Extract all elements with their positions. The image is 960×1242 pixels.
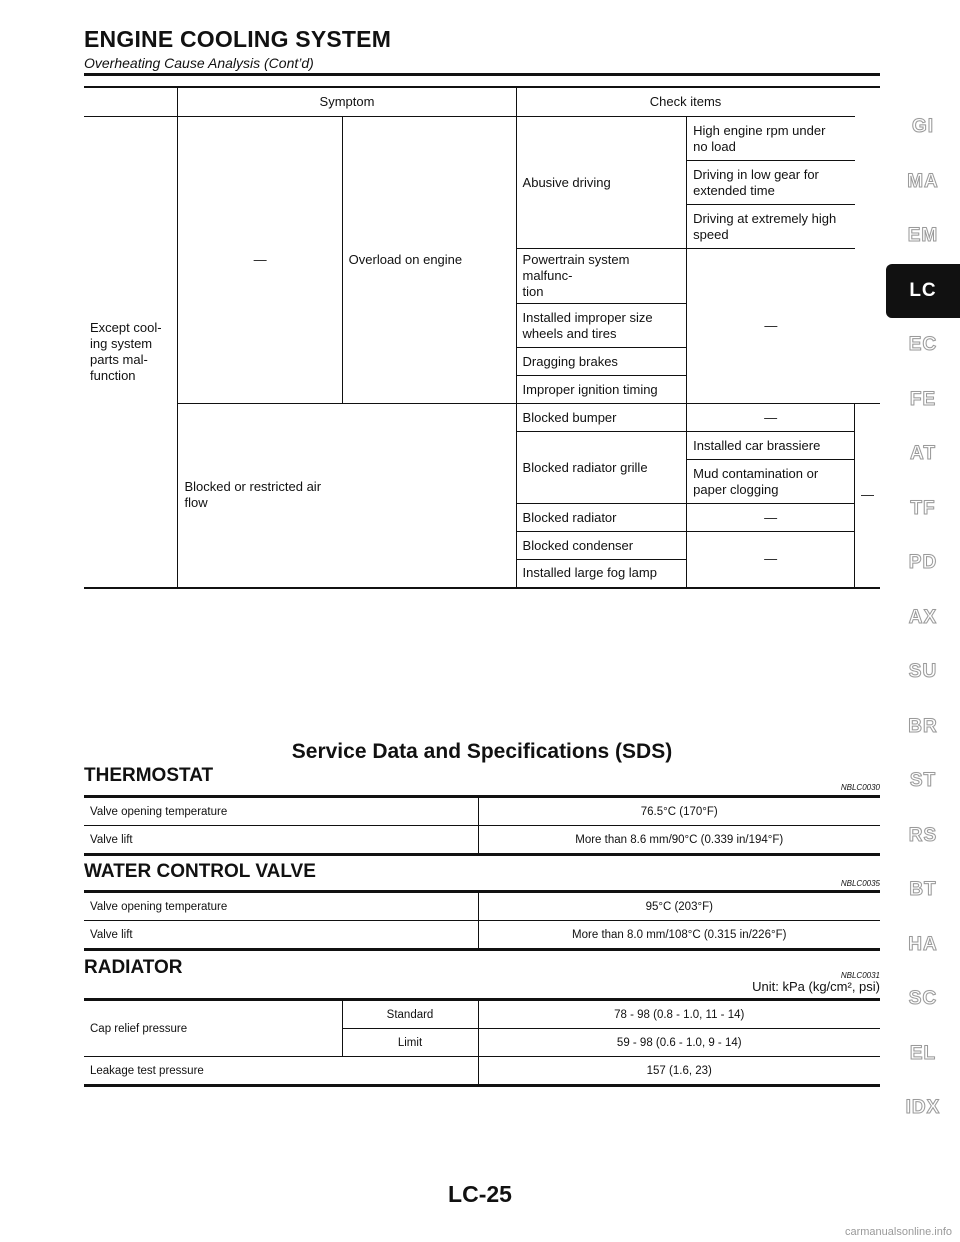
page-number: LC-25	[448, 1181, 512, 1207]
tab-bt[interactable]: BT	[909, 879, 937, 901]
tab-ma[interactable]: MA	[907, 170, 939, 192]
spec-label: Valve opening temperature	[84, 892, 478, 921]
header-blank-cell	[84, 87, 178, 117]
driving-low-gear: Driving in low gear for extended time	[687, 161, 855, 205]
table-row	[84, 892, 880, 921]
table-row	[84, 797, 880, 826]
water-valve-table	[84, 890, 880, 951]
tab-su[interactable]: SU	[908, 661, 938, 683]
tab-ax[interactable]: AX	[908, 606, 938, 628]
cap-relief-label: Cap relief pressure	[84, 1000, 342, 1057]
header-rule	[84, 73, 880, 76]
radiator-table	[84, 998, 880, 1087]
blocked-radiator-grille: Blocked radiator grille	[516, 432, 687, 504]
thermostat-title: THERMOSTAT	[84, 765, 214, 786]
table-row	[84, 826, 880, 855]
high-engine-rpm: High engine rpm under no load	[687, 117, 855, 161]
spec-value: 76.5°C (170°F)	[478, 797, 880, 826]
spec-value: More than 8.6 mm/90°C (0.339 in/194°F)	[478, 826, 880, 855]
tab-at[interactable]: AT	[910, 443, 936, 465]
blocked-airflow: Blocked or restricted air flow	[178, 404, 516, 588]
tab-br[interactable]: BR	[908, 715, 938, 737]
blocked-bumper: Blocked bumper	[516, 404, 687, 432]
section-index-tabs	[886, 100, 960, 1136]
tab-em[interactable]: EM	[907, 225, 939, 247]
radiator-code: NBLC0031	[840, 971, 880, 980]
mud-contamination: Mud contamination or paper clogging	[687, 460, 855, 504]
group-except-cooling: Except cool- ing system parts mal- function	[84, 117, 178, 588]
dash-cell: —	[687, 404, 855, 432]
page-title: ENGINE COOLING SYSTEM	[84, 26, 392, 52]
tab-idx[interactable]: IDX	[905, 1097, 941, 1119]
powertrain-malfunction: Powertrain system malfunc- tion	[516, 249, 687, 304]
blocked-radiator: Blocked radiator	[516, 504, 687, 532]
standard-value: 78 - 98 (0.8 - 1.0, 11 - 14)	[478, 1000, 880, 1029]
standard-label: Standard	[342, 1000, 478, 1029]
leakage-value: 157 (1.6, 23)	[478, 1057, 880, 1086]
thermostat-code: NBLC0030	[840, 783, 880, 792]
tab-el[interactable]: EL	[909, 1042, 937, 1064]
table-header-row	[84, 87, 880, 117]
water-valve-title: WATER CONTROL VALVE	[84, 861, 316, 882]
radiator-title: RADIATOR	[84, 957, 183, 978]
limit-value: 59 - 98 (0.6 - 1.0, 9 - 14)	[478, 1029, 880, 1057]
spec-value: 95°C (203°F)	[478, 892, 880, 921]
table-row	[84, 921, 880, 950]
large-fog-lamp: Installed large fog lamp	[516, 560, 687, 588]
overheating-cause-table	[84, 86, 880, 589]
dash-cell: —	[687, 532, 855, 588]
table-row	[84, 1057, 880, 1086]
table-row	[84, 117, 880, 161]
driving-high-speed: Driving at extremely high speed	[687, 205, 855, 249]
limit-label: Limit	[342, 1029, 478, 1057]
tab-ha[interactable]: HA	[908, 933, 938, 955]
tab-ec[interactable]: EC	[908, 334, 938, 356]
spec-label: Valve opening temperature	[84, 797, 478, 826]
table-row	[84, 1000, 880, 1029]
overload-on-engine: Overload on engine	[342, 117, 516, 404]
table-row	[84, 404, 880, 432]
tab-lc[interactable]: LC	[886, 264, 960, 319]
dash-cell: —	[687, 504, 855, 532]
dash-cell: —	[178, 117, 342, 404]
spec-value: More than 8.0 mm/108°C (0.315 in/226°F)	[478, 921, 880, 950]
improper-wheels: Installed improper size wheels and tires	[516, 304, 687, 348]
watermark: carmanualsonline.info	[844, 1226, 952, 1238]
tab-sc[interactable]: SC	[908, 988, 938, 1010]
radiator-unit: Unit: kPa (kg/cm², psi)	[752, 979, 880, 994]
spec-label: Valve lift	[84, 921, 478, 950]
tab-rs[interactable]: RS	[908, 824, 938, 846]
tab-tf[interactable]: TF	[910, 497, 936, 519]
thermostat-table	[84, 795, 880, 856]
page-subtitle: Overheating Cause Analysis (Cont’d)	[84, 55, 314, 71]
dash-cell: —	[687, 249, 855, 404]
dash-cell: —	[855, 404, 881, 588]
blocked-condenser: Blocked condenser	[516, 532, 687, 560]
abusive-driving: Abusive driving	[516, 117, 687, 249]
improper-ignition: Improper ignition timing	[516, 376, 687, 404]
leakage-label: Leakage test pressure	[84, 1057, 478, 1086]
spec-label: Valve lift	[84, 826, 478, 855]
tab-st[interactable]: ST	[909, 770, 937, 792]
header-check-items: Check items	[516, 87, 854, 117]
water-valve-code: NBLC0035	[840, 879, 880, 888]
header-symptom: Symptom	[178, 87, 516, 117]
tab-gi[interactable]: GI	[911, 116, 935, 138]
tab-pd[interactable]: PD	[908, 552, 938, 574]
car-brassiere: Installed car brassiere	[687, 432, 855, 460]
dragging-brakes: Dragging brakes	[516, 348, 687, 376]
sds-title: Service Data and Specifications (SDS)	[291, 740, 673, 763]
tab-fe[interactable]: FE	[909, 388, 937, 410]
